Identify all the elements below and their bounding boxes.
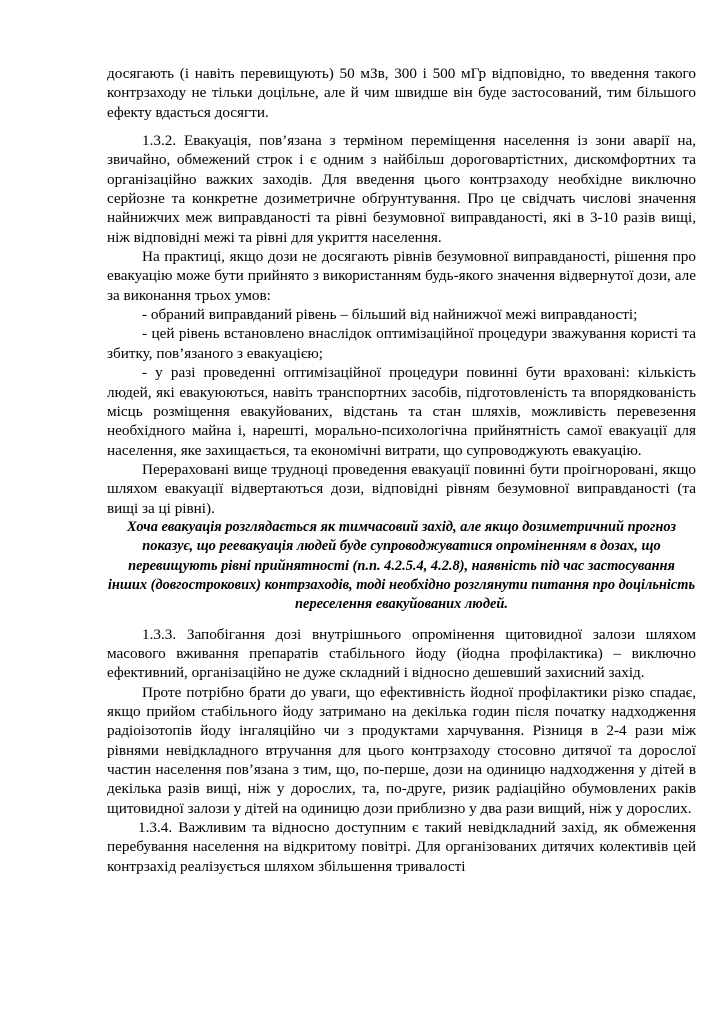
paragraph-evacuation: 1.3.2. Евакуація, пов’язана з терміном переміщення населення із зони аварії на, звичайно, обмежений строк і є одним з найбільш дороговартістних, дискомфортних та організаційно важких заходів. Для введення цього контрзаходу необхідне виключно серйозне та конкретне дозиметричне обґрунтування. Про це свідчать числові значення найнижчих меж виправданості та рівні безумовної виправданості, які в 3-10 разів вищі, ніж відповідні межі та рівні для укриття населення. xyxy=(107,132,696,246)
paragraph-iodine-prophylaxis: 1.3.3. Запобігання дозі внутрішнього опромінення щитовидної залози шляхом масового вживання препаратів стабільного йоду (йодна профілактика) – виключно ефективний, організаційно не дуже складний і відносно дешевший захисний захід. xyxy=(107,625,696,682)
list-item-condition-2: - цей рівень встановлено внаслідок оптимізаційної процедури зважування користі та збитку, пов’язаного з евакуацією; xyxy=(107,325,696,362)
paragraph-iodine-effectiveness: Проте потрібно брати до уваги, що ефективність йодної профілактики різко спадає, якщо прийом стабільного йоду затримано на декілька годин після початку надходження радіоізотопів йоду інгаляційно чи з продуктами харчування. Різниця в 2-4 рази між рівнями невідкладного втручання для цього контрзаходу стосовно дитячої та дорослої частин населення пов’язана з тим, що, по-перше, дози на одиницю надходження у дітей в декілька разів вищі, ніж у дорослих, та, по-друге, ризик радіаційно обумовлених раків щитовидної залози у дітей на одиницю дози приблизно у два рази вищий, ніж у дорослих. xyxy=(107,683,696,817)
paragraph-practice: На практиці, якщо дози не досягають рівнів безумовної виправданості, рішення про евакуацію може бути прийнято з використанням будь-якого значення відвернутої дози, але за виконання трьох умов: xyxy=(107,248,696,304)
highlighted-note: Хоча евакуація розглядається як тимчасовий захід, але якщо дозиметричний прогноз показує, що реевакуація людей буде супроводжуватися опроміненням в дозах, що перевищують рівні прийнятності (п.п. 4.2.5.4, 4.2.8), наявність під час застосування інших (довгострокових) контрзаходів, тоді необхідно розглянути питання про доцільність переселення евакуйованих людей. xyxy=(107,518,696,613)
paragraph-outdoor-restriction: 1.3.4. Важливим та відносно доступним є такий невідкладний захід, як обмеження перебування населення на відкритому повітрі. Для організованих дитячих колективів цей контрзахід реалізується шляхом збільшення тривалості xyxy=(107,819,696,875)
paragraph-continuation: досягають (і навіть перевищують) 50 мЗв, 300 і 500 мГр відповідно, то введення такого контрзаходу не тільки доцільне, але й чим швидше він буде застосований, тим більшого ефекту вдасться досягти. xyxy=(107,65,696,121)
list-item-condition-1: - обраний виправданий рівень – більший від найнижчої межі виправданості; xyxy=(142,306,638,324)
list-item-condition-3: - у разі проведенні оптимізаційної процедури повинні бути враховані: кількість людей, які евакуюються, навіть транспортних засобів, підготовленість та впорядкованість місць розміщення евакуйованих, відстань та стан шляхів, можливість перевезення необхідного майна і, нарешті, морально-психологічна прийнятність самої евакуації для населення, яке захищається, та економічні витрати, що супроводжують евакуацію. xyxy=(107,364,696,459)
paragraph-difficulties: Перераховані вище трудноці проведення евакуації повинні бути проігноровані, якщо шляхом евакуації відвертаються дози, відповідні рівням безумовної виправданості (та вищі за ці рівні). xyxy=(107,460,696,517)
